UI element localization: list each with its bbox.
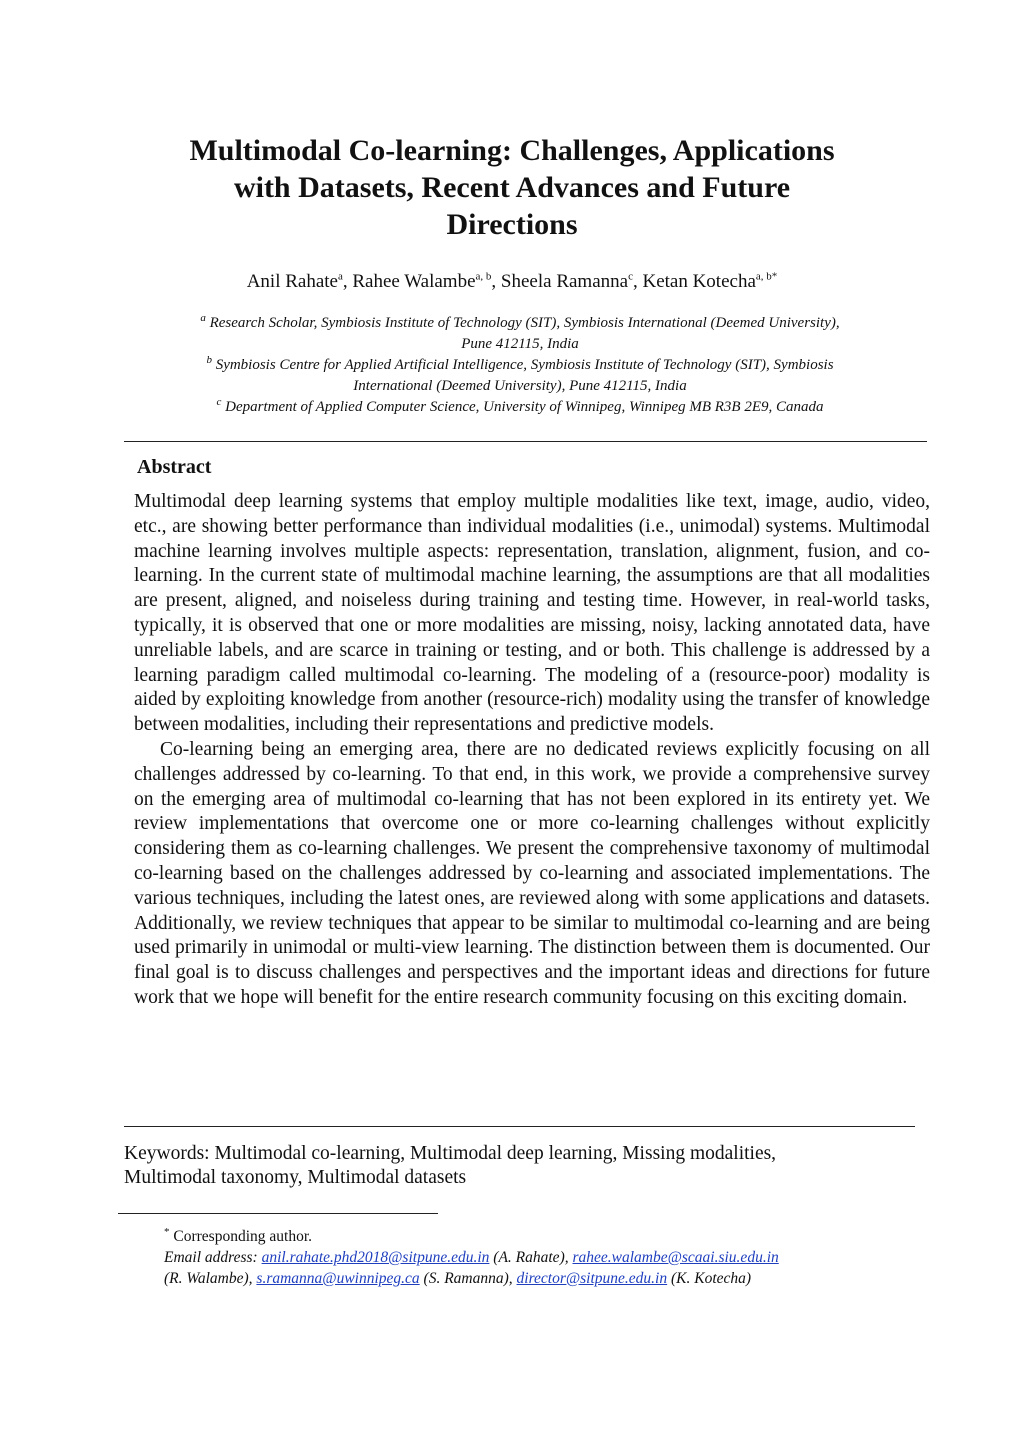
divider	[124, 1126, 915, 1127]
email-link-rahate[interactable]: anil.rahate.phd2018@sitpune.edu.in	[261, 1249, 490, 1266]
author-affil-mark: a	[337, 270, 343, 283]
author-name: Anil Rahate	[246, 271, 338, 292]
author-separator: ,	[342, 271, 353, 292]
email-owner: (A. Rahate),	[493, 1249, 569, 1266]
affiliations	[130, 313, 910, 418]
paper-title	[120, 132, 904, 243]
corresponding-label: Corresponding author.	[173, 1228, 312, 1245]
keywords-line-2: Multimodal taxonomy, Multimodal datasets	[124, 1167, 467, 1188]
affiliation-text: Symbiosis Centre for Applied Artificial Intelligence, Symbiosis Institute of Technology (SIT), Symbiosis	[215, 357, 834, 373]
corresponding-author-note	[164, 1226, 944, 1247]
keywords	[124, 1142, 914, 1190]
author-affil-mark: a, b*	[755, 270, 778, 283]
email-label: Email address:	[164, 1249, 258, 1266]
abstract-heading: Abstract	[137, 456, 212, 478]
footnote-star: *	[164, 1225, 170, 1238]
affiliation-text: Research Scholar, Symbiosis Institute of Technology (SIT), Symbiosis International (Deemed University),	[209, 315, 840, 331]
title-line-3: Directions	[446, 208, 578, 241]
email-line-2	[164, 1268, 944, 1289]
title-line-2: with Datasets, Recent Advances and Future	[233, 171, 791, 204]
footnote	[164, 1226, 944, 1289]
author-list	[120, 270, 904, 294]
affiliation-mark: b	[206, 354, 212, 366]
affiliation-mark: a	[200, 312, 206, 324]
author-separator: ,	[632, 271, 643, 292]
keywords-line-1: Keywords: Multimodal co-learning, Multimodal deep learning, Missing modalities,	[124, 1143, 777, 1164]
affiliation-text: Department of Applied Computer Science, University of Winnipeg, Winnipeg MB R3B 2E9, Canada	[225, 399, 824, 415]
email-owner: (R. Walambe),	[164, 1270, 253, 1287]
author-name: Ketan Kotecha	[642, 271, 756, 292]
author-affil-mark: c	[628, 270, 633, 283]
affiliation-mark: c	[216, 396, 222, 408]
email-link-walambe[interactable]: rahee.walambe@scaai.siu.edu.in	[572, 1249, 779, 1266]
affiliation-a-cont: Pune 412115, India	[461, 336, 579, 352]
author-name: Rahee Walambe	[352, 271, 476, 292]
email-owner: (K. Kotecha)	[671, 1270, 752, 1287]
title-line-1: Multimodal Co-learning: Challenges, Applications	[189, 134, 835, 167]
abstract-paragraph-2: Co-learning being an emerging area, there are no dedicated reviews explicitly focusing on all challenges addressed by co-learning. To that end, in this work, we provide a comprehensive survey on the emerging area of multimodal co-learning that has not been explored in its entirety yet. We review implementations that overcome one or more co-learning challenges without explicitly considering them as co-learning challenges. We present the comprehensive taxonomy of multimodal co-learning based on the challenges addressed by co-learning and associated implementations. The various techniques, including the latest ones, are reviewed along with some applications and datasets. Additionally, we review techniques that appear to be similar to multimodal co-learning and are being used primarily in unimodal or multi-view learning. The distinction between them is documented. Our final goal is to discuss challenges and perspectives and the important ideas and directions for future work that we hope will benefit for the entire research community focusing on this exciting domain.	[134, 738, 930, 1008]
author-separator: ,	[491, 271, 501, 292]
affiliation-c	[130, 397, 910, 418]
author-affil-mark: a, b	[475, 270, 492, 283]
abstract-body	[134, 490, 930, 1011]
author-name: Sheela Ramanna	[500, 271, 629, 292]
affiliation-b	[130, 355, 910, 376]
email-link-kotecha[interactable]: director@sitpune.edu.in	[516, 1270, 668, 1287]
email-link-ramanna[interactable]: s.ramanna@uwinnipeg.ca	[256, 1270, 420, 1287]
affiliation-a	[130, 313, 910, 334]
email-owner: (S. Ramanna),	[423, 1270, 513, 1287]
email-line-1	[164, 1247, 944, 1268]
footnote-divider	[118, 1213, 438, 1214]
abstract-paragraph-1: Multimodal deep learning systems that employ multiple modalities like text, image, audio, video, etc., are showing better performance than individual modalities (i.e., unimodal) systems. Multimodal machine learning involves multiple aspects: representation, translation, alignment, fusion, and co-learning. In the current state of multimodal machine learning, the assumptions are that all modalities are present, aligned, and noiseless during training and testing time. However, in real-world tasks, typically, it is observed that one or more modalities are missing, noisy, lacking annotated data, have unreliable labels, and are scarce in training or testing, and or both. This challenge is addressed by a learning paradigm called multimodal co-learning. The modeling of a (resource-poor) modality is aided by exploiting knowledge from another (resource-rich) modality using the transfer of knowledge between modalities, including their representations and predictive models.	[134, 491, 930, 736]
divider	[124, 441, 927, 442]
affiliation-b-cont: International (Deemed University), Pune 412115, India	[353, 378, 687, 394]
